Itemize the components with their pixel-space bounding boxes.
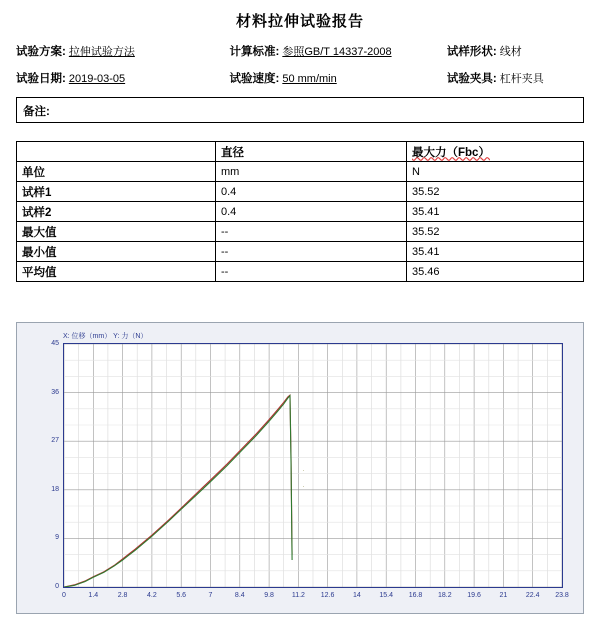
field-standard-label: 计算标准: <box>229 46 280 58</box>
field-fixture-label: 试验夹具: <box>446 73 497 85</box>
chart-y-tick: 18 <box>51 485 59 493</box>
chart-x-tick: 21 <box>499 592 508 599</box>
chart-x-tick: 8.4 <box>234 592 245 599</box>
chart-x-tick: 0 <box>62 592 66 599</box>
row-label: 单位 <box>17 162 216 182</box>
meta-row <box>16 70 584 86</box>
chart-x-tick: 15.4 <box>379 592 393 599</box>
row-diameter: 0.4 <box>216 202 407 222</box>
table-row <box>17 202 584 222</box>
row-label: 试样2 <box>17 202 216 222</box>
row-diameter: 0.4 <box>216 182 407 202</box>
meta-row <box>16 43 584 59</box>
field-specimen-shape-label: 试样形状: <box>446 46 497 58</box>
row-label: 最大值 <box>17 222 216 242</box>
chart-y-tick: 9 <box>55 534 59 542</box>
chart-x-tick: 12.6 <box>320 592 335 599</box>
row-force: 35.52 <box>407 222 584 242</box>
row-diameter: mm <box>216 162 407 182</box>
chart-y-tick: 45 <box>51 340 59 347</box>
table-row <box>17 242 584 262</box>
table-row <box>17 182 584 202</box>
table-header-row <box>17 142 584 162</box>
field-test-plan-label: 试验方案: <box>16 46 66 58</box>
field-test-speed-label: 试验速度: <box>229 73 280 85</box>
table-header-max-force: 最大力（Fbc） <box>407 142 584 162</box>
chart-y-tick: 0 <box>55 583 59 590</box>
chart-x-tick: 7 <box>208 592 213 599</box>
field-test-date-value: 2019-03-05 <box>68 73 126 85</box>
field-test-speed <box>229 70 446 86</box>
chart-x-tick: 4.2 <box>147 592 157 599</box>
field-standard-value: 参照GB/T 14337-2008 <box>282 46 392 58</box>
chart-annotation: · <box>302 468 305 475</box>
chart-x-tick: 19.6 <box>467 592 481 599</box>
chart-x-tick: 1.4 <box>88 592 99 599</box>
chart-x-tick: 22.4 <box>525 592 540 599</box>
table-row <box>17 162 584 182</box>
chart-y-tick: 27 <box>51 437 59 445</box>
chart-y-tick: 36 <box>51 388 59 396</box>
field-test-date <box>16 70 229 86</box>
row-diameter: -- <box>216 222 407 242</box>
row-diameter: -- <box>216 262 407 282</box>
curve-chart-panel <box>16 322 584 614</box>
chart-annotation: · <box>302 484 305 491</box>
field-fixture-value: 杠杆夹具 <box>499 73 544 85</box>
chart-plot-area <box>63 343 563 588</box>
row-label: 试样1 <box>17 182 216 202</box>
chart-x-tick: 14 <box>352 592 361 599</box>
row-force: 35.52 <box>407 182 584 202</box>
table-header-diameter: 直径 <box>216 142 407 162</box>
field-fixture <box>447 70 584 86</box>
row-force: 35.46 <box>407 262 584 282</box>
row-diameter: -- <box>216 242 407 262</box>
table-row <box>17 262 584 282</box>
field-test-plan-value: 拉伸试验方法 <box>68 46 135 58</box>
remark-label: 备注: <box>23 106 50 118</box>
row-label: 平均值 <box>17 262 216 282</box>
row-force: 35.41 <box>407 242 584 262</box>
field-test-plan <box>16 43 229 59</box>
field-test-speed-value: 50 mm/min <box>282 73 337 85</box>
remark-box <box>16 97 584 123</box>
report-meta <box>16 43 584 86</box>
row-force: 35.41 <box>407 202 584 222</box>
chart-x-tick: 2.8 <box>117 592 128 599</box>
chart-x-tick: 11.2 <box>291 592 305 599</box>
chart-svg <box>64 344 562 587</box>
table-header-blank <box>17 142 216 162</box>
chart-x-tick: 5.6 <box>176 592 187 599</box>
field-specimen-shape-value: 线材 <box>499 46 522 58</box>
field-specimen-shape <box>447 43 584 59</box>
field-test-date-label: 试验日期: <box>16 73 66 85</box>
row-label: 最小值 <box>17 242 216 262</box>
chart-inner <box>17 323 583 613</box>
results-table <box>16 141 584 282</box>
chart-axis-note: X: 位移（mm） Y: 力（N） <box>63 333 148 340</box>
chart-x-tick: 18.2 <box>437 592 452 599</box>
row-force: N <box>407 162 584 182</box>
table-row <box>17 222 584 242</box>
chart-x-tick: 9.8 <box>264 592 274 599</box>
chart-x-tick: 16.8 <box>408 592 423 599</box>
field-standard <box>229 43 446 59</box>
chart-x-tick: 23.8 <box>555 592 569 599</box>
page-title: 材料拉伸试验报告 <box>235 13 364 30</box>
